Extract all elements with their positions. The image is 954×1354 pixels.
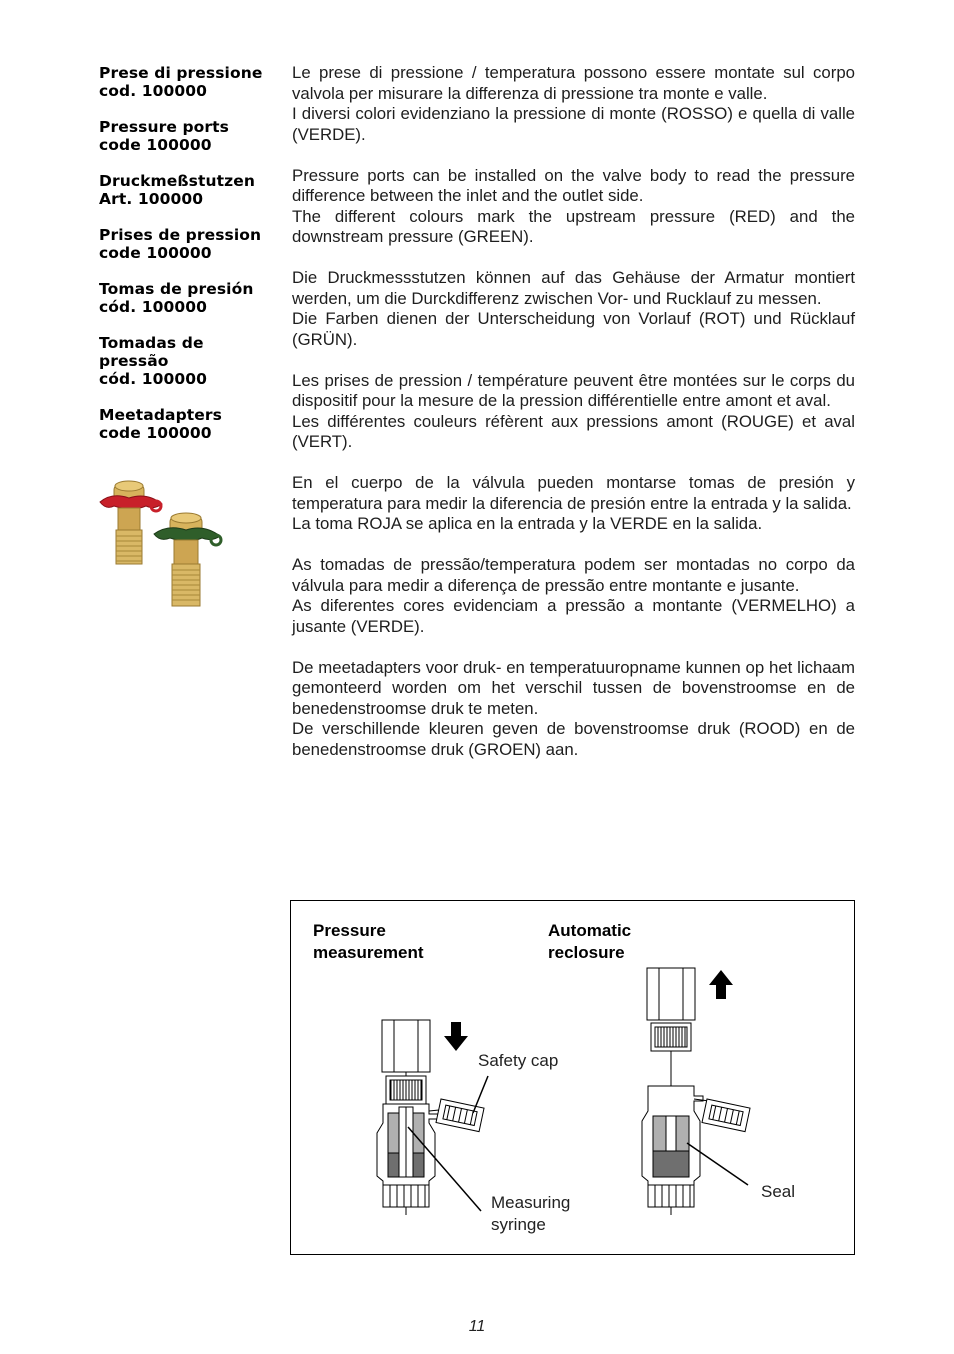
paragraph-line: En el cuerpo de la válvula pueden montarse tomas de presión y temperatura para medir la diferencia de presión entre la entrada y la salida. [292,473,855,513]
paragraph-it [292,63,855,145]
heading-code: code 100000 [99,244,212,262]
heading-title: Druckmeßstutzen [99,172,256,190]
main-text [292,63,855,781]
paragraph-line: Le prese di pressione / temperatura possono essere montate sul corpo valvola per misurare la differenza di pressione tra monte e valle. [292,63,855,103]
heading-title: Prese di pressione [99,64,263,82]
heading-pt [99,334,279,388]
heading-title: Meetadapters [99,406,222,424]
paragraph-line: Die Farben dienen der Unterscheidung von Vorlauf (ROT) und Rücklauf (GRÜN). [292,309,855,349]
label-line: syringe [491,1215,546,1234]
title-line: measurement [313,943,424,962]
paragraph-line: As tomadas de pressão/temperatura podem ser montadas no corpo da válvula para medir a diferença de pressão entre montante e jusante. [292,555,855,595]
paragraph-line: La toma ROJA se aplica en la entrada y la VERDE en la salida. [292,514,763,533]
heading-code: code 100000 [99,424,212,442]
green-port-illustration [154,513,221,606]
seal-label: Seal [761,1182,796,1201]
page-number: 11 [468,1318,486,1335]
pressure-port-figure [290,900,855,1255]
paragraph-de [292,268,855,350]
pressure-measurement-diagram [377,1020,488,1215]
heading-code: cod. 100000 [99,82,208,100]
heading-en [99,118,279,154]
paragraph-line: De verschillende kleuren geven de bovenstroomse druk (ROOD) en de benedenstroomse druk (GROEN) aan. [292,719,855,759]
paragraph-line: Die Druckmessstutzen können auf das Gehäuse der Armatur montiert werden, um die Durckdifferenz zwischen Vor- und Rucklauf zu messen. [292,268,855,308]
paragraph-line: The different colours mark the upstream pressure (RED) and the downstream pressure (GREEN). [292,206,855,246]
paragraph-line: I diversi colori evidenziano la pressione di monte (ROSSO) e quella di valle (VERDE). [292,104,855,144]
heading-title: Pressure ports [99,118,229,136]
title-line: Automatic [548,921,632,940]
heading-code: code 100000 [99,136,212,154]
sidebar-headings [99,64,279,460]
safety-cap-label: Safety cap [478,1051,559,1070]
heading-title: pressão [99,352,169,370]
title-line: reclosure [548,943,625,962]
heading-title: Prises de pression [99,226,262,244]
heading-code: Art. 100000 [99,190,204,208]
paragraph-line: As diferentes cores evidenciam a pressão a montante (VERMELHO) a jusante (VERDE). [292,596,855,636]
heading-fr [99,226,279,262]
heading-code: cód. 100000 [99,298,208,316]
heading-title: Tomadas de [99,334,204,352]
paragraph-es [292,473,855,535]
automatic-reclosure-diagram [642,968,750,1215]
paragraph-pt [292,555,855,637]
paragraph-line: De meetadapters voor druk- en temperatuuropname kunnen op het lichaam gemonteerd worden om het verschil tussen de bovenstroomse en de benedenstroomse druk te meten. [292,657,855,718]
port-cross-section-diagram [291,901,854,1254]
heading-it [99,64,279,100]
heading-title: Tomas de presión [99,280,254,298]
label-line: Measuring [491,1193,571,1212]
heading-de [99,172,279,208]
title-line: Pressure [313,921,386,940]
paragraph-en [292,166,855,248]
paragraph-nl [292,658,855,761]
red-port-illustration [100,481,162,564]
paragraph-fr [292,371,855,453]
paragraph-line: Les prises de pression / température peuvent être montées sur le corps du dispositif pour la mesure de la pression différentielle entre amont et aval. [292,370,855,410]
heading-es [99,280,279,316]
pressure-ports-photo [92,478,232,613]
heading-nl [99,406,279,442]
paragraph-line: Les différentes couleurs réfèrent aux pressions amont (ROUGE) et aval (VERT). [292,411,855,451]
paragraph-line: Pressure ports can be installed on the valve body to read the pressure difference between the inlet and the outlet side. [292,165,855,205]
heading-code: cód. 100000 [99,370,208,388]
